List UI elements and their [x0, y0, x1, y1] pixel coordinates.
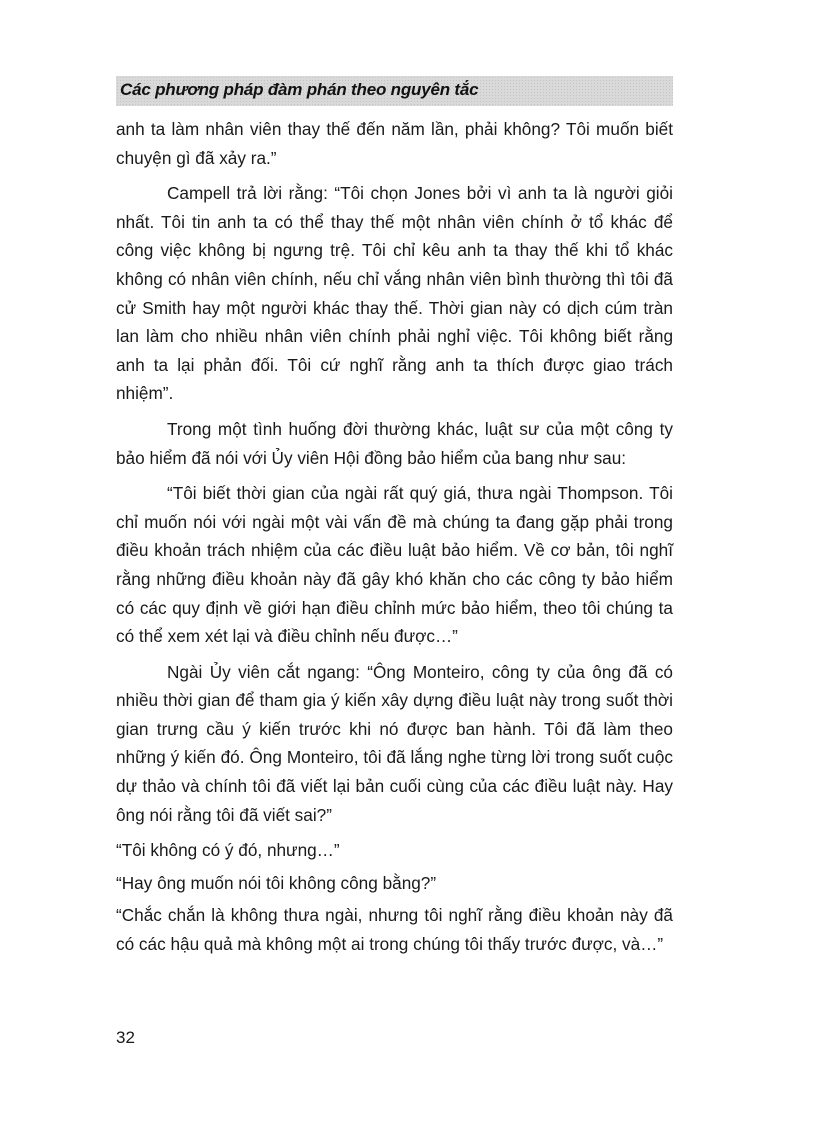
- paragraph-continuation: anh ta làm nhân viên thay thế đến năm lần, phải không? Tôi muốn biết chuyện gì đã xảy ra.”: [116, 119, 673, 168]
- paragraph-insurance-intro: Trong một tình huống đời thường khác, luật sư của một công ty bảo hiểm đã nói với Ủy viên Hội đồng bảo hiểm của bang như sau:: [116, 418, 673, 468]
- running-header-title: Các phương pháp đàm phán theo nguyên tắc: [120, 80, 479, 99]
- running-header: [116, 76, 673, 106]
- dialogue-line-1: “Tôi không có ý đó, nhưng…”: [116, 840, 340, 861]
- page-number: 32: [116, 1028, 135, 1047]
- paragraph-commissioner-reply: Ngài Ủy viên cắt ngang: “Ông Monteiro, công ty của ông đã có nhiều thời gian để tham gia ý kiến xây dựng điều luật này trong suốt thời gian trưng cầu ý kiến trước khi nó được ban hành. Tôi đã làm theo những ý kiến đó. Ông Monteiro, tôi đã lắng nghe từng lời trong suốt cuộc dự thảo và chính tôi đã viết lại bản cuối cùng của các điều luật này. Hay ông nói rằng tôi đã viết sai?”: [116, 661, 673, 825]
- dialogue-line-3: “Chắc chắn là không thưa ngài, nhưng tôi nghĩ rằng điều khoản này đã có các hậu quả mà không một ai trong chúng tôi thấy trước được, và…”: [116, 905, 673, 955]
- paragraph-lawyer-quote: “Tôi biết thời gian của ngài rất quý giá, thưa ngài Thompson. Tôi chỉ muốn nói với ngài một vài vấn đề mà chúng ta đang gặp phải trong điều khoản trách nhiệm của các điều luật bảo hiểm. Về cơ bản, tôi nghĩ rằng những điều khoản này đã gây khó khăn cho các công ty bảo hiểm có các quy định về giới hạn điều chỉnh mức bảo hiểm, theo tôi chúng ta có thể xem xét lại và điều chỉnh nếu được…”: [116, 483, 673, 647]
- dialogue-line-2: “Hay ông muốn nói tôi không công bằng?”: [116, 872, 437, 893]
- page-body: [116, 115, 673, 966]
- paragraph-campell-reply: Campell trả lời rằng: “Tôi chọn Jones bởi vì anh ta là người giỏi nhất. Tôi tin anh ta có thể thay thế một nhân viên chính ở tổ khác để công việc không bị ngưng trệ. Tôi chỉ kêu anh ta thay thế khi tổ khác không có nhân viên chính, nếu chỉ vắng nhân viên bình thường thì tôi đã cử Smith hay một người khác thay thế. Thời gian này có dịch cúm tràn lan làm cho nhiều nhân viên chính phải nghỉ việc. Tôi không biết rằng anh ta lại phản đối. Tôi cứ nghĩ rằng anh ta thích được giao trách nhiệm”.: [116, 183, 673, 404]
